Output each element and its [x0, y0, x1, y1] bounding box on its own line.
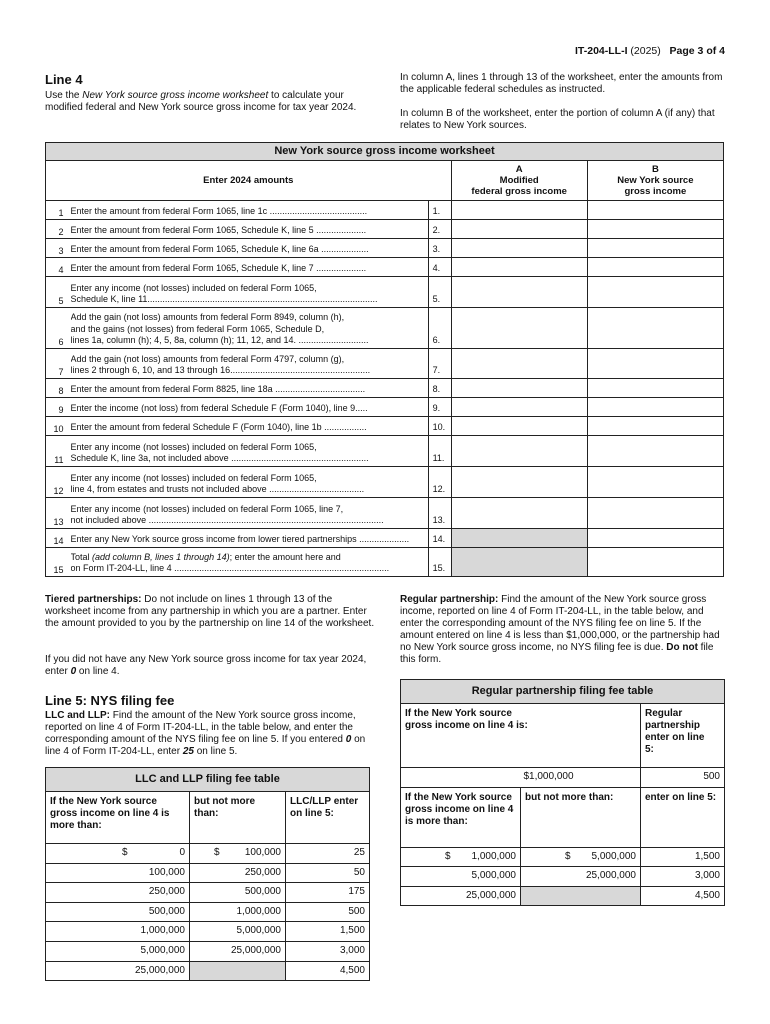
regular-partnership-text: Regular partnership: Find the amount of the New York source gross income, reported on line 4 of Form IT-204-LL, in the table below, and enter the corresponding amount of the NYS filing fee on line 5. If the amount entered on line 4 is less than $1,000,000, or the partnership had no New York source gross income, no NYS filing fee is due. Do not file this form. — [400, 594, 720, 665]
row-description: Enter the amount from federal Form 1065, Schedule K, line 6a ................... — [68, 239, 429, 258]
table-row — [46, 961, 370, 981]
table-row — [46, 902, 370, 922]
table-row — [46, 883, 370, 903]
worksheet-enter-label: Enter 2024 amounts — [46, 161, 452, 201]
fee-cell: 1,500 — [641, 847, 725, 867]
llc-table-title: LLC and LLP filing fee table — [46, 768, 370, 792]
more-than-cell: 25,000,000 — [401, 886, 521, 906]
column-b-input[interactable] — [587, 467, 723, 498]
column-a-input[interactable] — [451, 398, 587, 417]
more-than-cell: 500,000 — [46, 902, 190, 922]
not-more-than-cell: 5,000,000 — [190, 922, 286, 942]
more-than-cell: 250,000 — [46, 883, 190, 903]
reg-header-income: If the New York source gross income on line 4 is: — [401, 704, 641, 768]
row-description: Enter the amount from federal Form 1065, Schedule K, line 7 .................... — [68, 258, 429, 277]
column-a-input[interactable] — [451, 548, 587, 577]
page-number: Page 3 of 4 — [669, 45, 725, 57]
column-b-input[interactable] — [587, 201, 723, 220]
worksheet-row — [46, 498, 724, 529]
worksheet-row — [46, 417, 724, 436]
reg-header-fee: Regular partnership enter on line 5: — [641, 704, 725, 768]
worksheet-row — [46, 277, 724, 308]
llc-llp-fee-table — [45, 767, 370, 981]
fee-cell: 1,500 — [286, 922, 370, 942]
row-description: Enter any New York source gross income from lower tiered partnerships .................... — [68, 529, 429, 548]
line-number: 12. — [428, 467, 451, 498]
column-b-input[interactable] — [587, 258, 723, 277]
more-than-cell: 5,000,000 — [401, 867, 521, 887]
row-description: Enter any income (not losses) included on federal Form 1065, Schedule K, line 11............................................................................................ — [68, 277, 429, 308]
line-number: 9. — [428, 398, 451, 417]
fee-cell: 3,000 — [641, 867, 725, 887]
more-than-cell: $ 0 — [46, 844, 190, 864]
column-b-input[interactable] — [587, 529, 723, 548]
reg-table-title: Regular partnership filing fee table — [401, 680, 725, 704]
row-number: 8 — [46, 379, 68, 398]
not-more-than-cell: 25,000,000 — [190, 941, 286, 961]
table-row — [46, 844, 370, 864]
row-description: Enter any income (not losses) included on federal Form 1065, line 4, from estates and trusts not included above ...................................... — [68, 467, 429, 498]
column-b-input[interactable] — [587, 308, 723, 349]
column-b-input[interactable] — [587, 417, 723, 436]
fee-cell: 500 — [286, 902, 370, 922]
worksheet-row — [46, 258, 724, 277]
worksheet-row — [46, 308, 724, 349]
not-more-than-cell: $ 5,000,000 — [521, 847, 641, 867]
row-description: Total (add column B, lines 1 through 14); enter the amount here and on Form IT-204-LL, line 4 ...................................................................................... — [68, 548, 429, 577]
line-number: 13. — [428, 498, 451, 529]
more-than-cell: 100,000 — [46, 863, 190, 883]
form-year: (2025) — [630, 45, 661, 57]
line-number: 10. — [428, 417, 451, 436]
fee-cell: 50 — [286, 863, 370, 883]
no-income-text: If you did not have any New York source gross income for tax year 2024, enter 0 on line 4. — [45, 654, 367, 677]
worksheet-row — [46, 349, 724, 379]
row-number: 10 — [46, 417, 68, 436]
row-description: Enter the amount from federal Form 8825, line 18a .................................... — [68, 379, 429, 398]
line4-heading: Line 4 — [45, 72, 83, 87]
column-b-input[interactable] — [587, 349, 723, 379]
more-than-cell: 25,000,000 — [46, 961, 190, 981]
not-more-than-cell: 1,000,000 — [190, 902, 286, 922]
column-a-input[interactable] — [451, 529, 587, 548]
not-more-than-cell: 25,000,000 — [521, 867, 641, 887]
llc-header-more-than: If the New York source gross income on line 4 is more than: — [46, 792, 190, 844]
table-row — [46, 863, 370, 883]
line4-intro: Use the New York source gross income worksheet to calculate your modified federal and New York source gross income for tax year 2024. — [45, 90, 357, 113]
column-b-input[interactable] — [587, 548, 723, 577]
worksheet-row — [46, 436, 724, 467]
column-a-input[interactable] — [451, 258, 587, 277]
table-row — [401, 847, 725, 867]
row-number: 15 — [46, 548, 68, 577]
column-a-input[interactable] — [451, 308, 587, 349]
fee-cell: 4,500 — [641, 886, 725, 906]
not-more-than-cell: 500,000 — [190, 883, 286, 903]
more-than-cell: 1,000,000 — [46, 922, 190, 942]
column-a-input[interactable] — [451, 379, 587, 398]
reg-header-more-than: If the New York source gross income on line 4 is more than: — [401, 787, 521, 847]
line5-text: LLC and LLP: Find the amount of the New York source gross income, reported on line 4 of Form IT-204-LL, in the table below, and enter the corresponding amount of the NYS filing fee on line 5. If you entered 0 on line 4 of Form IT-204-LL, enter 25 on line 5. — [45, 710, 366, 757]
reg-first-amount: $1,000,000 — [401, 768, 641, 788]
row-number: 4 — [46, 258, 68, 277]
column-b-input[interactable] — [587, 436, 723, 467]
column-a-input[interactable] — [451, 417, 587, 436]
table-row — [401, 886, 725, 906]
worksheet-title: New York source gross income worksheet — [46, 143, 724, 161]
fee-cell: 4,500 — [286, 961, 370, 981]
line-number: 14. — [428, 529, 451, 548]
column-a-input[interactable] — [451, 467, 587, 498]
worksheet-row — [46, 467, 724, 498]
not-more-than-cell: 250,000 — [190, 863, 286, 883]
column-a-input[interactable] — [451, 349, 587, 379]
row-number: 1 — [46, 201, 68, 220]
row-number: 12 — [46, 467, 68, 498]
line-number: 1. — [428, 201, 451, 220]
fee-cell: 3,000 — [286, 941, 370, 961]
line-number: 6. — [428, 308, 451, 349]
row-number: 6 — [46, 308, 68, 349]
row-number: 9 — [46, 398, 68, 417]
row-description: Enter the amount from federal Form 1065, Schedule K, line 5 .................... — [68, 220, 429, 239]
llc-header-fee: LLC/LLP enter on line 5: — [286, 792, 370, 844]
worksheet-row — [46, 379, 724, 398]
line4-colB-text: In column B of the worksheet, enter the portion of column A (if any) that relates to New York sources. — [400, 108, 715, 131]
more-than-cell: $ 1,000,000 — [401, 847, 521, 867]
column-a-header: A Modified federal gross income — [451, 161, 587, 201]
column-b-input[interactable] — [587, 239, 723, 258]
nys-gross-income-worksheet — [45, 142, 724, 577]
column-b-input[interactable] — [587, 220, 723, 239]
line-number: 5. — [428, 277, 451, 308]
worksheet-row — [46, 529, 724, 548]
row-description: Enter the amount from federal Form 1065, line 1c ....................................... — [68, 201, 429, 220]
page-header — [575, 45, 725, 58]
column-a-input[interactable] — [451, 201, 587, 220]
line-number: 7. — [428, 349, 451, 379]
llc-header-not-more: but not more than: — [190, 792, 286, 844]
line-number: 2. — [428, 220, 451, 239]
column-a-input[interactable] — [451, 498, 587, 529]
column-b-header: B New York source gross income — [587, 161, 723, 201]
line-number: 11. — [428, 436, 451, 467]
line-number: 3. — [428, 239, 451, 258]
row-number: 3 — [46, 239, 68, 258]
column-a-input[interactable] — [451, 239, 587, 258]
regular-partnership-fee-table — [400, 679, 725, 906]
row-description: Add the gain (not loss) amounts from federal Form 4797, column (g), lines 2 through 6, 10, and 13 through 16........................................................ — [68, 349, 429, 379]
column-a-input[interactable] — [451, 277, 587, 308]
not-more-than-cell — [190, 961, 286, 981]
line-number: 8. — [428, 379, 451, 398]
column-a-input[interactable] — [451, 436, 587, 467]
row-number: 2 — [46, 220, 68, 239]
line-number: 15. — [428, 548, 451, 577]
reg-first-fee: 500 — [641, 768, 725, 788]
tiered-partnerships-text: Tiered partnerships: Do not include on lines 1 through 13 of the worksheet income from any partnership in which you are a partner. Enter the amount provided to you by the partnership on line 14 of the worksheet. — [45, 594, 375, 629]
column-b-input[interactable] — [587, 277, 723, 308]
row-number: 14 — [46, 529, 68, 548]
not-more-than-cell — [521, 886, 641, 906]
worksheet-row — [46, 220, 724, 239]
row-description: Enter any income (not losses) included on federal Form 1065, Schedule K, line 3a, not included above ....................................................... — [68, 436, 429, 467]
table-row — [46, 941, 370, 961]
column-b-input[interactable] — [587, 379, 723, 398]
row-number: 11 — [46, 436, 68, 467]
row-number: 13 — [46, 498, 68, 529]
row-description: Enter the income (not loss) from federal Schedule F (Form 1040), line 9..... — [68, 398, 429, 417]
reg-header-not-more: but not more than: — [521, 787, 641, 847]
more-than-cell: 5,000,000 — [46, 941, 190, 961]
worksheet-row — [46, 201, 724, 220]
fee-cell: 175 — [286, 883, 370, 903]
reg-header-enter: enter on line 5: — [641, 787, 725, 847]
worksheet-row — [46, 239, 724, 258]
row-description: Add the gain (not loss) amounts from federal Form 8949, column (h), and the gains (not losses) from federal Form 1065, Schedule D, lines 1a, column (h); 4, 5, 8a, column (h); 11, 12, and 14. ............................ — [68, 308, 429, 349]
row-number: 5 — [46, 277, 68, 308]
column-b-input[interactable] — [587, 398, 723, 417]
form-id: IT-204-LL-I — [574, 45, 628, 57]
column-a-input[interactable] — [451, 220, 587, 239]
line5-heading: Line 5: NYS filing fee — [45, 693, 175, 708]
row-number: 7 — [46, 349, 68, 379]
worksheet-row — [46, 398, 724, 417]
table-row — [401, 867, 725, 887]
row-description: Enter the amount from federal Schedule F (Form 1040), line 1b ................. — [68, 417, 429, 436]
fee-cell: 25 — [286, 844, 370, 864]
row-description: Enter any income (not losses) included on federal Form 1065, line 7, not included above .............................................................................................. — [68, 498, 429, 529]
table-row — [46, 922, 370, 942]
line4-colA-text: In column A, lines 1 through 13 of the worksheet, enter the amounts from the applicable federal schedules as instructed. — [400, 72, 723, 95]
line-number: 4. — [428, 258, 451, 277]
worksheet-row — [46, 548, 724, 577]
column-b-input[interactable] — [587, 498, 723, 529]
not-more-than-cell: $ 100,000 — [190, 844, 286, 864]
